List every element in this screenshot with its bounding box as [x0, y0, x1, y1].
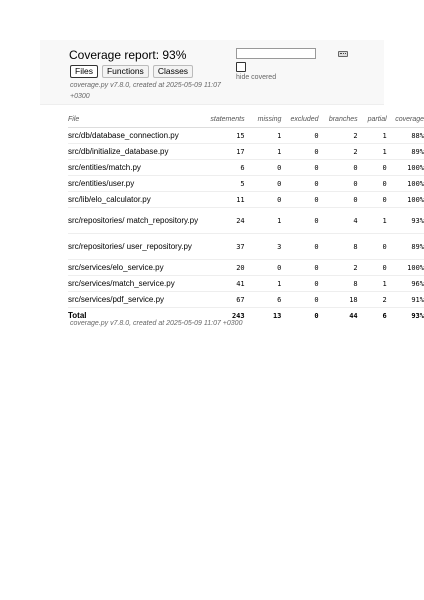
tab-functions[interactable]: Functions — [102, 65, 149, 78]
excluded-cell: 0 — [281, 260, 318, 276]
column-file[interactable]: File — [68, 112, 201, 128]
coverage-cell: 91% — [387, 292, 424, 308]
table-row — [68, 128, 424, 144]
report-header — [40, 40, 384, 105]
total-partial: 6 — [382, 312, 387, 320]
file-link[interactable]: src/entities/user.py — [68, 176, 201, 192]
column-missing[interactable]: missing — [245, 112, 282, 128]
partial-cell: 1 — [358, 128, 387, 144]
column-statements[interactable]: statements — [201, 112, 244, 128]
column-partial[interactable]: partial — [358, 112, 387, 128]
total-label: Total — [68, 311, 87, 320]
total-coverage: 93% — [411, 312, 424, 320]
missing-cell: 1 — [245, 208, 282, 234]
partial-cell: 1 — [358, 208, 387, 234]
statements-cell: 17 — [201, 144, 244, 160]
coverage-cell: 100% — [387, 176, 424, 192]
filter-input[interactable] — [236, 48, 316, 59]
statements-cell: 5 — [201, 176, 244, 192]
partial-cell: 0 — [358, 160, 387, 176]
branches-cell: 0 — [319, 176, 358, 192]
coverage-table — [68, 112, 424, 324]
statements-cell: 6 — [201, 160, 244, 176]
missing-cell: 1 — [245, 128, 282, 144]
file-link[interactable]: src/db/database_connection.py — [68, 128, 201, 144]
missing-cell: 1 — [245, 276, 282, 292]
partial-cell: 0 — [358, 192, 387, 208]
coverage-cell: 96% — [387, 276, 424, 292]
statements-cell: 11 — [201, 192, 244, 208]
table-row — [68, 144, 424, 160]
table-row — [68, 234, 424, 260]
statements-cell: 37 — [201, 234, 244, 260]
partial-cell: 0 — [358, 260, 387, 276]
footer-created: coverage.py v7.8.0, created at 2025-05-09 11:07 +0300 — [70, 320, 243, 327]
partial-cell: 2 — [358, 292, 387, 308]
missing-cell: 0 — [245, 176, 282, 192]
statements-cell: 15 — [201, 128, 244, 144]
excluded-cell: 0 — [281, 208, 318, 234]
missing-cell: 0 — [245, 260, 282, 276]
branches-cell: 2 — [319, 144, 358, 160]
file-link[interactable]: src/db/initialize_database.py — [68, 144, 201, 160]
coverage-cell: 88% — [387, 128, 424, 144]
total-statements: 243 — [231, 312, 245, 320]
table-row — [68, 260, 424, 276]
coverage-cell: 89% — [387, 234, 424, 260]
table-row — [68, 292, 424, 308]
table-row — [68, 276, 424, 292]
partial-cell: 0 — [358, 176, 387, 192]
tab-files[interactable]: Files — [70, 65, 98, 78]
table-row — [68, 160, 424, 176]
excluded-cell: 0 — [281, 176, 318, 192]
partial-cell: 1 — [358, 276, 387, 292]
file-link[interactable]: src/entities/match.py — [68, 160, 201, 176]
branches-cell: 8 — [319, 234, 358, 260]
excluded-cell: 0 — [281, 128, 318, 144]
report-tabs — [70, 65, 193, 78]
missing-cell: 3 — [245, 234, 282, 260]
statements-cell: 24 — [201, 208, 244, 234]
branches-cell: 0 — [319, 160, 358, 176]
column-branches[interactable]: branches — [319, 112, 358, 128]
file-link[interactable]: src/repositories/ user_repository.py — [68, 234, 201, 260]
keyboard-icon[interactable] — [338, 51, 348, 57]
table-header-row — [68, 112, 424, 128]
table-row — [68, 208, 424, 234]
branches-cell: 2 — [319, 128, 358, 144]
branches-cell: 2 — [319, 260, 358, 276]
file-link[interactable]: src/services/match_service.py — [68, 276, 201, 292]
total-missing: 13 — [272, 312, 282, 320]
missing-cell: 0 — [245, 192, 282, 208]
created-info: coverage.py v7.8.0, created at 2025-05-09 11:07 +0300 — [70, 82, 221, 100]
file-link[interactable]: src/services/elo_service.py — [68, 260, 201, 276]
excluded-cell: 0 — [281, 160, 318, 176]
hide-covered-label: hide covered — [236, 74, 277, 81]
file-link[interactable]: src/services/pdf_service.py — [68, 292, 201, 308]
missing-cell: 0 — [245, 160, 282, 176]
branches-cell: 8 — [319, 276, 358, 292]
missing-cell: 6 — [245, 292, 282, 308]
table-row — [68, 192, 424, 208]
coverage-cell: 89% — [387, 144, 424, 160]
branches-cell: 0 — [319, 192, 358, 208]
excluded-cell: 0 — [281, 234, 318, 260]
statements-cell: 67 — [201, 292, 244, 308]
excluded-cell: 0 — [281, 144, 318, 160]
coverage-cell: 93% — [387, 208, 424, 234]
branches-cell: 4 — [319, 208, 358, 234]
file-link[interactable]: src/lib/elo_calculator.py — [68, 192, 201, 208]
excluded-cell: 0 — [281, 192, 318, 208]
partial-cell: 0 — [358, 234, 387, 260]
branches-cell: 18 — [319, 292, 358, 308]
tab-classes[interactable]: Classes — [153, 65, 193, 78]
missing-cell: 1 — [245, 144, 282, 160]
coverage-cell: 100% — [387, 160, 424, 176]
table-row — [68, 176, 424, 192]
coverage-cell: 100% — [387, 192, 424, 208]
excluded-cell: 0 — [281, 276, 318, 292]
statements-cell: 41 — [201, 276, 244, 292]
total-excluded: 0 — [314, 312, 319, 320]
page-title: Coverage report: 93% — [69, 48, 187, 62]
excluded-cell: 0 — [281, 292, 318, 308]
file-link[interactable]: src/repositories/ match_repository.py — [68, 208, 201, 234]
total-branches: 44 — [349, 312, 358, 320]
partial-cell: 1 — [358, 144, 387, 160]
column-coverage[interactable]: coverage — [387, 112, 424, 128]
hide-covered-checkbox[interactable] — [236, 62, 246, 72]
statements-cell: 20 — [201, 260, 244, 276]
column-excluded[interactable]: excluded — [281, 112, 318, 128]
coverage-cell: 100% — [387, 260, 424, 276]
